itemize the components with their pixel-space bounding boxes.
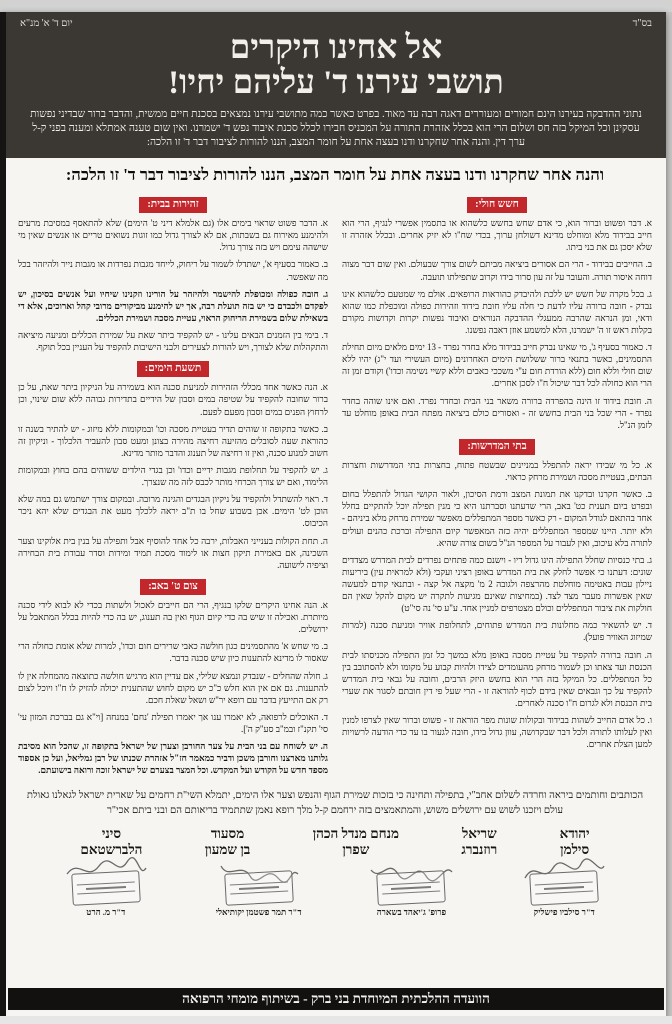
list-item: א. הנה אחינו היקרים שלקו בנגיף, הרי הם חייבים לאכול ולשתות בכדי לא לבוא לידי סכנה מיותרת. ואכילה זו שיש בה כדי קיום הגוף ואין בה תענוג, יש בה כדי להיות בכלל המתאבל על ירושלים. [18,599,328,635]
signature-name [461,826,497,856]
section-header-illness [342,194,652,213]
signature-name [205,826,250,856]
doctor-name: ד"ר מ. הרט [86,906,126,917]
list-item: ג. יש להקפיד על תחלופת מגבות ידיים וכדו' וכן בגדי הילדים ששוהים בהם בחוץ ובמקומות הלימוד, ואם יש צורך הכרחי מותר לכבס לזה מה שנצרך. [18,464,328,488]
list-item: ה. תחת הקולות בענייני האבלות, ירבה כל אחד להוסיף אבל ותפילה על בנין בית אלוקינו וצער השכינה, אם באמירת תיקון חצות או לימוד מסכת תמיד ומידות וסדר עבודת בית הבחירה וציפיה לישועה. [18,535,328,570]
list-item: א. הדבר פשוט שראוי בימים אלו (גם אלמלא דיני ט' הימים) שלא להתאסף במסיבת מרעים ולהימנע מאירוח גם בשבתות, אם לא לצורך גדול כמו זוגות נשואים טריים או אנשים שאין מי שישהה עימם ויש בזה צורך גדול. [18,218,328,253]
signature-first-name: סיני [101,826,122,842]
list-item: א. דבר ופשוט וברור הוא, כי אדם שחש בחשש כלשהוא או בתסמין אפשרי לנגיף, הרי הוא חייב בבידוד מלא ומוחלט מדינא דשולחן ערוך, בכדי שח"ו לא יזיק אחרים. ובכלל אזהרה זו שלא יסכן גם את בני ביתו. [342,218,652,253]
stamp-text-line [86,886,127,890]
list-item: א. כל מי שבידו יראה להתפלל במניינים שבשטח פתוח, בחצרות בתי המדרשות וחצרות הבתים, בעטיית מסכה ושמירת מרחק כראוי. [342,459,652,483]
doctor-stamps-row [18,859,652,917]
list-item: ה. חובה ברורה להקפיד על עטיית מסכה באופן מלא במשך כל זמן התפילה מכניסתו לבית הכנסת ועד צאתו וכן לשמור מרחק מהעומדים לצידו ולהיות קבוע על מקומו ולא להסתובב בין כל המתפללים. כל המיקל בזה הרי הוא בחשש היזק הרבים, וחובה על גבאי בית המדרש להקפיד על כך וגבאים שאין בידם לכוף להוראה זו - הרי שעל פי דין חובתם לסגור את שערי בית הכנסת ולא לגרום ח"ו סכנה לאחרים. [342,649,652,708]
section-chip: זהירות בבית: [139,197,206,213]
signature-last-name: סילמן [560,841,590,857]
stamp-text-line [238,886,279,890]
masthead-top-row [20,18,652,29]
doctor-name: פרופ' ג'יאהד בשארה [376,906,447,917]
ruling-headline: והנה אחר שחקרנו ודנו בעצה אחת על חומר המצב, הננו להורות לציבור דבר ד' זו הלכה: [65,165,605,185]
masthead [6,12,666,158]
doctor-stamp-group [41,856,171,917]
ink-stamp-icon [377,870,447,906]
two-column-layout [18,191,652,781]
signature-last-name: רוזנברג [461,841,498,857]
signature-first-name: יהודא [559,826,590,842]
signature-first-name: מסעוד [210,826,245,842]
doctor-stamp-group [499,856,629,917]
list-item: ב. כאשר בתקופה זו שוהים תדיר בעטיית מסכה וכו' ובמקומות ללא מיזוג - יש להתיר בשנה זו כהוראת שעה לסובלים מהזיעה רחיצה מהירה בצונן ומעט סבון להעביר הלכלוך - וניקיון זה חשוב למנוע סכנה, ואין זו רחיצה של תענוג והדבר מותר מדינא. [18,423,328,458]
list-item: ג. בכל מקרה של חשש יש ללכת ולהיבדק כהוראות הרופאים. אולם מי שמטעם כלשהוא אינו נבדק - חובה ברורה עליו לדעת כי חלה עליו חובת בידוד וזהירות כפולה ומוכפלת כמו שהוא ודאי, ומן הנראה שהרבה ממעגלי ההדבקה הנוראים ואיבוד נפשות יקרות וקדושות מקורם בקלות ראש זו ה' ישמרנו, הלא למשמע אוזן דאבה נפשנו. [342,288,652,335]
stamp-text-line [391,886,432,890]
document-body [6,158,666,984]
list-item: ב. כאמור בסעיף א', ישתדלו לשמור על ריחוק, לייחד מגבות נפרדות או מגבות נייר ולהיזהר בכל מה שאפשר. [18,259,328,282]
rabbi-signatures-row [18,826,652,856]
ink-stamp-icon [224,870,294,906]
viewer-bottom-margin [0,1016,672,1024]
intro-paragraph: נתוני ההדבקה בעירנו הינם חמורים ומעוררים דאגה רבה עד מאוד. בפרט כאשר כמה מתושבי עירנו נמצאים בסכנת חיים ממשית, והדבר ברור שבדיני נפשות עסקינן וכל המיקל בזה חס ושלום הרי הוא בכלל אזהרת התורה על המכניס חבירו לכלל סכנת איבוד נפש ד' ישמרנו. ואין שום טענה אמתלא ומענה בפני ק-ל ערך דין. והנה אחר שחקרנו ודנו בעצה אחת על חומר המצב, הננו להורות לציבור דבר ד' זו הלכה: [30,109,642,149]
page-title [20,31,652,100]
ink-stamp-icon [71,870,141,906]
stamp-text-line [383,890,441,895]
list-item: ה. חובת בידוד זו הינה בהפרדה ברורה משאר בני הבית ובחדר נפרד. ואם אינו שוהה בחדר נפרד - הרי שכל בני הבית בחשש זה - ואסורים כולם ביציאה מפתח הבית באופן מוחלט עד לזמן הנ"ל. [342,395,652,430]
committee-footer-bar: הוועדה ההלכתית המיוחדת בני ברק - בשיתוף מומחי הרפואה [8,988,664,1010]
list-item: ג. בתי כנסיות שחלל התפילה הינו גדול דיו - וישנם כמה פתחים נפרדים לבית המדרש מצדדים שונים: דעתנו כי אפשר לחלק את בית המדרש באופן רציני ועקבי (ולא למראית עין) ביריעות ניילון עבות באטימה מוחלטת מהרצפה ולגובה 2 מ' מקצה אל קצה - ובתנאי קודם למעשה שאין אפשרות מעבר מצד לצד. (במחיצות שאינם מגיעות לתקרה יש מקום להקל שאין הם חולקות את ציבור המתפללים וכולם מצטרפים למניין אחד. ע"ע סי' נה סי"ט) [342,554,652,614]
list-item: ג. חובה כפולה ומכופלת להישמר ולהיזהר על הורינו וזקנינו שיחיו ועל אנשים בסיכון, יש לפקדם ולכבדם כי יש בזה תועלת רבה, אך יש להימנע מביקורים מרובי קהל וארוכים, אלא די בשאילת שלום בשמירת הריחוק הראוי, עטיית מסכה ושמירת הכללים. [18,288,328,323]
list-item: ב. החייבים בבידוד - הרי הם אסורים ביציאה מביתם לשום צורך שבעולם. ואין שום דבר מצוה דוחה איסור תורה. והעובר על זה עון סרור בידו וקרוב שתפילתו תועבה. [342,259,652,282]
column-left [18,191,328,781]
section-chip: בתי המדרשות: [459,439,534,455]
signature-first-name: שריאל [461,826,497,842]
stamp-text-line [544,886,585,890]
signature-last-name: הלברשטאם [80,841,143,857]
list-item: ד. כאמור בסעיף ג', מי שאינו נבדק חייב בבידוד מלא בחדר נפרד - 13 ימים מלאים מיום תחילת התסמינים, כאשר בתנאי ברור ששלושת הימים האחרונים (מיום העשירי ועד י"ג) יהיו ללא שום חולי וללא חום (ללא הורדת חום ע"י משככי כאבים וללא קשיי נשימה וכדו') וקודם זמן זה הרי הוא כחולה לכל דבר שיכול ח"ו לסכן אחרים. [342,342,652,389]
stamp-text-line [77,881,135,886]
column-right [342,191,652,755]
title-line-1: אל אחינו היקרים [229,30,443,66]
list-item: ד. יש להשאיר כמה מחלונות בית המדרש פתוחים, לתחלופת אוויר ומניעת סכנה (למרות שמיזוג האוויר פועל). [342,620,652,643]
viewer-top-margin [0,0,672,12]
section-chip: חשש חולי: [467,197,527,213]
stamp-text-line [535,890,593,895]
list-item: ב. כאשר חקרנו ובדקנו את תמונת המצב ורמת הסיכון, ולאור הקושי הגדול להתפלל בחום ובפרט ביום תענית כט' באב, הרי שדעתנו וסברתנו היא כי מנין תפילה יוכל להתקיים בחלל אחד בהתאם לגודל המקום - רק כאשר מספר המתפללים מאפשר שמירת מרחק מלא ביניהם - ולא יותר. היינו שמספר המתפללים יהיה כזה המאפשר קיום התפילה וברכת כהנים ועולים לתורה בלא עיכוב, ואין לעבור על המספר הנ"ל בשום צורה שהיא. [342,489,652,548]
pashkevil-scan-page [0,12,666,1018]
stamp-text-line [229,881,287,886]
stamp-text-line [77,890,135,895]
list-item: ה. יש לשוחח עם בני הבית על צער החורבן וצערן של ישראל בתקופה זו, שהכל הוא מסיבת גלותנו מארצנו וחורבן משכן ודביר כמאמר חז"ל אזהרת שכנתו של רבן גמליאל, ועל כן אספוד מספד חדש על הקודש ועל המקדש. וכל המצר בצערם של ישראל זוכה ורואה בישועתם. [18,741,328,776]
doctor-stamp-group [194,856,324,917]
section-header-nine-days [18,358,328,377]
list-item: א. הנה כאשר אחד מכללי הזהירות למניעת סכנה הוא בשמירה על הניקיון ביתר שאת, על כן ברור שחובה להקפיד על שטיפה במים וסבון של הידיים בתדירות גבוהה ללא שום שינוי, וכן לרחוץ הפנים במים וסבון מפעם לפעם. [18,382,328,417]
list-item: ד. בימי בין הזמנים הבאים עלינו - יש להקפיד ביתר שאת על שמירת הכללים ומניעה מיציאה והתקהלות שלא לצורך, ויש להורות לצעירים ולבני הישיבות להקפיד על העניין בכל תוקף. [18,329,328,353]
date-label: יום ד' א' מנ"א [20,18,73,29]
stamp-text-line [382,881,440,886]
list-item: ב. מי שחש א' מהתסמינים כגון חולשה כאבי שרירים חום וכדו', למרות שלא אומת כחולה הרי שאסור לו מדינא להתענות כיון שיש סכנה בדבר. [18,641,328,664]
doctor-name: ד"ר תמר פשטמן יקותיאלי [215,906,302,917]
list-item: ג. חולה שהחלים - שנבדק ונמצא שלילי, אם עדיין הוא מרגיש חולשה כתוצאה מהמחלה אין לו להתענות. גם אם אין הוא חלש כ"כ יש מקום לחוש שהתענית יכולה להזיק לו ח"ו ויוכל לצום רק אם התייעץ בדבר עם רופא יר"ש ושאל שאלת חכם. [18,670,328,705]
stamp-text-line [535,881,593,886]
section-header-tisha-bav-fast [18,576,328,595]
title-line-2: תושבי עירנו ד' עליהם יחיו! [168,64,504,101]
doctor-name: ד"ר סילביו פישליק [533,906,595,917]
bsd-label: בס"ד [632,18,652,29]
signature-first-name: מנחם מנדל הכהן [312,826,400,842]
doctor-stamp-group [346,856,476,917]
section-header-home-care [18,194,328,213]
list-item: ו. כל אדם החייב לשהות בבידוד ובקולות שונות מפר הוראה זו - פשוט וברור שאין לצרפו למנין ואין לעלותו לתורה ולכל דבר שבקדושה, עוון גדול בידו, חובה לגעור בו עד כדי הודעה לרשויות למען הצלת אחרים. [342,715,652,750]
section-chip: צום ט' באב: [140,579,206,595]
section-chip: תשעת הימים: [137,361,210,377]
section-header-synagogues [342,436,652,455]
stamp-text-line [230,890,288,895]
list-item: ד. האוכלים לרפואה, לא יאמרו ענו אך יאמרו תפילת 'נחם' במנחה [וי"א גם בברכת המזון עי' סי' תקנ"ז ובמ"ב סע"ק ה']. [18,711,328,734]
closing-paragraph: הכותבים וחותמים ביראה וחרדה לשלום אחב"י, בתפילה ותחינה כי בזכות שמירת הגוף והנפש וצער אלו הימים, יתמלא השי"ת רחמים על שארית ישראל לגאלנו גאולת עולם ויזכנו לשוש עם ירושלים משוש, והמתאמצים בזה ירחמם ק-ל מלך רופא נאמן שתתמיד בריאותם הם ובני ביתם אכי"ר [26,790,644,816]
signature-last-name: שפרן [342,841,370,857]
ink-stamp-icon [529,870,599,906]
list-item: ד. ראוי להשתדל ולהקפיד על ניקיון הבגדים והגינה מרובה. ובמקום צורך ישתמש גם במה שלא הוכן לט' הימים. אכן בשבוע שחל בו ת"ב יראה ללכלך מעט את הבגדים שלא יהא ניכר הכיבוס. [18,494,328,529]
signature-name [80,826,142,856]
signature-name [313,826,399,856]
signature-last-name: בן שמעון [204,841,251,857]
signature-name [560,826,590,856]
